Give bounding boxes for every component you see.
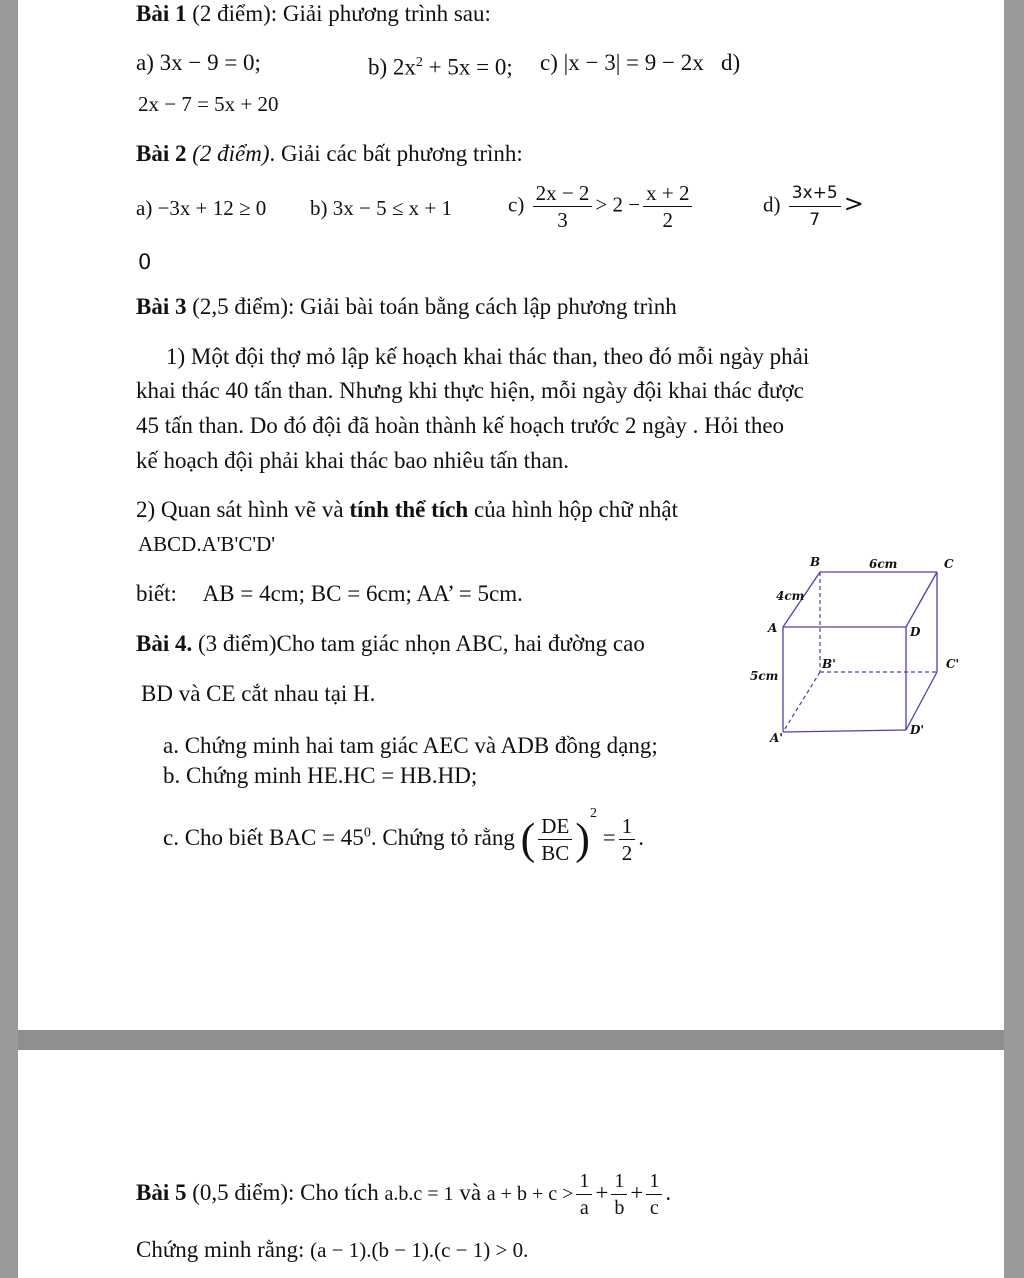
bai5-plus-1: + xyxy=(595,1179,609,1205)
bai4-c-pre: c. Cho biết BAC = 45 xyxy=(163,825,364,850)
label-c1: C' xyxy=(946,657,960,671)
box-figure xyxy=(740,552,970,752)
bai4-c-den: BC xyxy=(541,841,570,866)
bai3-p2-bold: tính thể tích xyxy=(349,497,469,522)
bai4-c-exponent: 2 xyxy=(589,806,597,821)
bai3-instruction: (2,5 điểm): Giải bài toán bằng cách lập phương trình xyxy=(192,294,677,319)
label-b: B xyxy=(810,555,821,569)
bai5-frac-c-den: c xyxy=(649,1197,659,1219)
bai2-c-fraction-2 xyxy=(643,180,692,233)
bai3-given-values: AB = 4cm; BC = 6cm; AA’ = 5cm. xyxy=(202,581,523,606)
bai2-c-num2: x + 2 xyxy=(643,180,692,207)
bai2-heading-line xyxy=(136,140,523,168)
bai2-c-den1: 3 xyxy=(557,208,568,232)
bai5-prove-expression: (a − 1).(b − 1).(c − 1) > 0. xyxy=(310,1238,529,1262)
label-a1: A' xyxy=(770,731,783,745)
label-len-aa: 5cm xyxy=(750,669,779,683)
bai5-sum: a + b + c > xyxy=(486,1182,574,1205)
bai2-c-fraction-1 xyxy=(533,180,593,233)
bai5-end: . xyxy=(665,1179,672,1205)
bai4-c-rden: 2 xyxy=(621,841,633,866)
bai3-p2-pre: 2) Quan sát hình vẽ và xyxy=(136,497,350,522)
bai5-frac-a-den: a xyxy=(579,1197,589,1219)
label-d1: D' xyxy=(910,723,925,737)
bai4-c-open-paren: ( xyxy=(520,814,536,864)
bai1-heading-line xyxy=(136,0,491,28)
label-c: C xyxy=(944,557,954,571)
bai5-frac-b xyxy=(611,1168,627,1221)
bai3-p1-line1: 1) Một đội thợ mỏ lập kế hoạch khai thác than, theo đó mỗi ngày phải xyxy=(166,344,810,369)
bai2-c-num1: 2x − 2 xyxy=(533,180,593,207)
bai5-frac-b-den: b xyxy=(614,1197,625,1219)
bai2-d xyxy=(763,180,864,233)
bai4-a: a. Chứng minh hai tam giác AEC và ADB đồng dạng; xyxy=(163,733,658,758)
bai3-given xyxy=(136,580,523,608)
bai3-p2-line1 xyxy=(136,496,678,524)
bai4-intro: (3 điểm)Cho tam giác nhọn ABC, hai đường cao xyxy=(197,631,645,656)
bai2-instruction: . Giải các bất phương trình: xyxy=(269,141,523,166)
bai5-line2 xyxy=(136,1236,528,1264)
bai2-c-den2: 2 xyxy=(662,208,674,232)
document-page-1 xyxy=(18,0,1004,1030)
bai5-frac-c xyxy=(646,1168,662,1221)
edge-a1b1-hidden xyxy=(783,672,820,732)
bai5-frac-a-num: 1 xyxy=(576,1168,592,1195)
bai2-points: (2 điểm) xyxy=(192,141,270,166)
bai3-p1-line3: 45 tấn than. Do đó đội đã hoàn thành kế hoạch trước 2 ngày . Hỏi theo xyxy=(136,413,785,438)
bai2-c-middle: > 2 − xyxy=(595,192,641,217)
bai1-b-exponent: 2 xyxy=(415,55,423,70)
document-page-2 xyxy=(18,1050,1004,1278)
bai5-line1 xyxy=(136,1168,671,1221)
bai5-prove-label: Chứng minh rằng: xyxy=(136,1237,305,1262)
bai5-instruction: (0,5 điểm): Cho tích xyxy=(192,1179,379,1205)
bai5-frac-a xyxy=(576,1168,592,1221)
bai4-c-end: . xyxy=(638,825,644,850)
bai4-b: b. Chứng minh HE.HC = HB.HD; xyxy=(163,763,478,788)
bai1-title: Bài 1 xyxy=(136,1,187,26)
bai5-frac-b-num: 1 xyxy=(611,1168,627,1195)
bai2-d-label: d) xyxy=(763,192,781,217)
bai4-intro2: BD và CE cắt nhau tại H. xyxy=(141,681,376,706)
bai1-a: a) 3x − 9 = 0; xyxy=(136,50,261,75)
bai2-a: a) −3x + 12 ≥ 0 xyxy=(136,196,267,220)
bai2-c-label: c) xyxy=(508,192,525,217)
bai3-p1-line4: kế hoạch đội phải khai thác bao nhiêu tấn than. xyxy=(136,448,570,473)
bai4-title: Bài 4. xyxy=(136,631,193,656)
bai1-b-rest: + 5x = 0; xyxy=(422,54,513,80)
bai1-d-label: d) xyxy=(721,50,741,75)
bai2-c xyxy=(508,180,695,233)
bai2-d-fraction xyxy=(789,180,841,233)
bai3-p2-box-name: ABCD.A'B'C'D' xyxy=(138,532,276,556)
bai3-p2-post: của hình hộp chữ nhật xyxy=(468,497,679,522)
bai2-d-greater-than: > xyxy=(843,189,864,218)
label-len-bc: 6cm xyxy=(869,557,898,571)
label-a: A xyxy=(768,621,778,635)
bai4-c xyxy=(163,800,644,866)
bai4-c-mid: . Chứng tỏ rằng xyxy=(370,825,515,850)
bai5-title: Bài 5 xyxy=(136,1179,187,1205)
bai5-plus-2: + xyxy=(630,1179,644,1205)
bai4-c-rnum: 1 xyxy=(619,813,636,840)
bai3-title: Bài 3 xyxy=(136,294,187,319)
label-d: D xyxy=(910,625,921,639)
bai3-heading-line xyxy=(136,293,677,321)
edge-a1d1 xyxy=(783,730,906,732)
bai3-given-label: biết: xyxy=(136,581,177,606)
bai4-c-close-paren: ) xyxy=(575,814,590,864)
left-margin xyxy=(0,0,18,1278)
bai1-c: c) |x − 3| = 9 − 2x xyxy=(540,50,704,75)
bai2-d-zero: 0 xyxy=(138,250,152,274)
bai1-b-label: b) 2x xyxy=(368,54,416,80)
bai4-c-equals: = xyxy=(602,825,616,850)
bai4-c-fraction xyxy=(538,813,572,866)
label-b1: B' xyxy=(822,657,836,671)
bai3-p1-line2: khai thác 40 tấn than. Nhưng khi thực hiện, mỗi ngày đội khai thác được xyxy=(136,378,804,403)
bai5-and: và xyxy=(459,1179,482,1205)
bai4-c-result xyxy=(619,813,636,866)
bai2-d-num: 3x+5 xyxy=(789,180,841,207)
bai1-instruction: (2 điểm): Giải phương trình sau: xyxy=(192,1,491,26)
bai5-frac-c-num: 1 xyxy=(646,1168,662,1195)
right-margin xyxy=(1004,0,1024,1278)
bai2-title: Bài 2 xyxy=(136,141,187,166)
edge-cd xyxy=(906,572,937,627)
bai2-b: b) 3x − 5 ≤ x + 1 xyxy=(310,196,452,220)
edge-d1c1 xyxy=(906,672,937,730)
bai5-product: a.b.c = 1 xyxy=(384,1182,454,1205)
bai2-d-den: 7 xyxy=(809,210,821,230)
bai1-b xyxy=(368,49,513,82)
bai4-c-degree: 0 xyxy=(363,825,371,841)
bai1-d-expression: 2x − 7 = 5x + 20 xyxy=(138,92,279,116)
bai4-c-num: DE xyxy=(538,813,572,840)
label-len-ab: 4cm xyxy=(776,589,805,603)
bai4-heading-line xyxy=(136,630,645,658)
